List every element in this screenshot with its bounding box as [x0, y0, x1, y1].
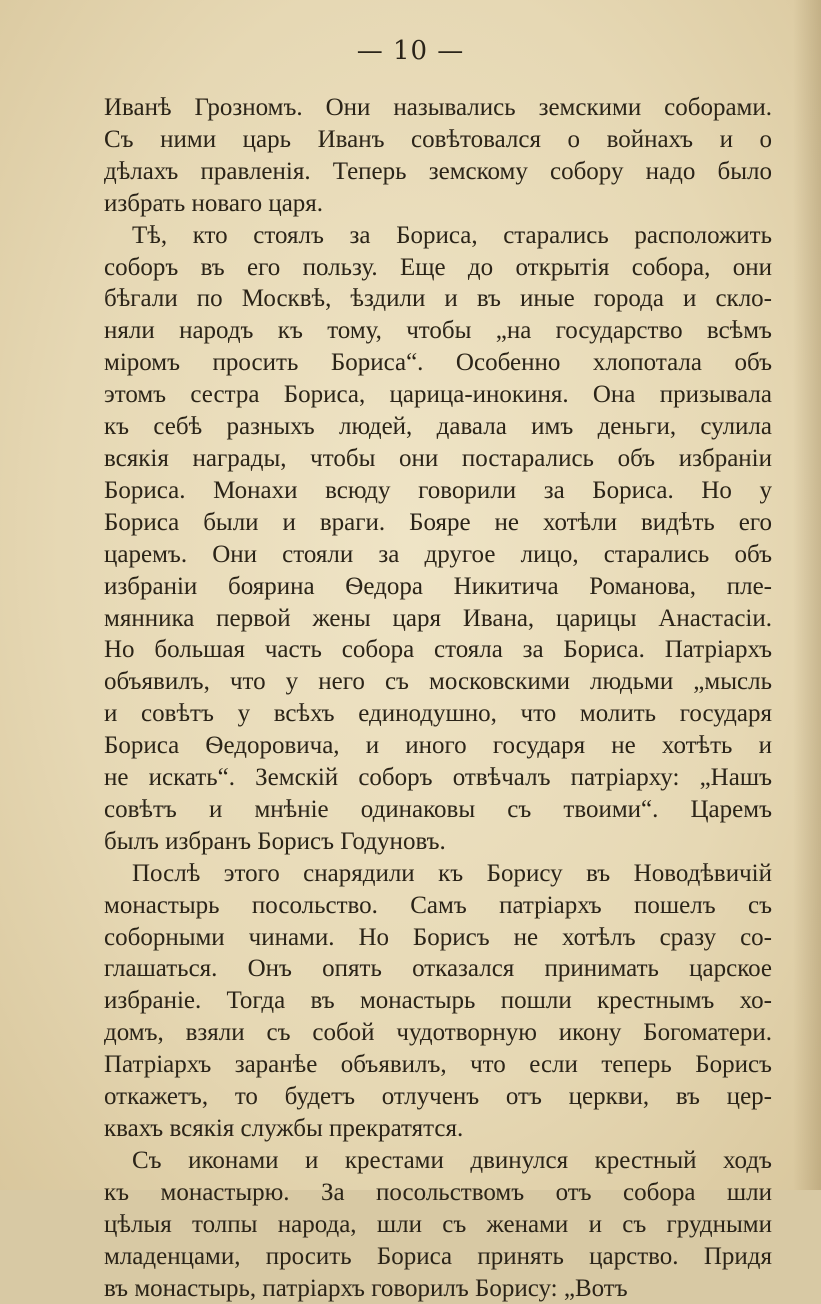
text-line: младенцами, просить Бориса принять царство. Придя [104, 1242, 772, 1270]
text-line: соборъ въ его пользу. Еще до открытія собора, они [104, 253, 772, 281]
paragraph [104, 858, 772, 1145]
text-line: Тѣ, кто стоялъ за Бориса, старались расположить [132, 221, 772, 249]
text-line: Бориса были и враги. Бояре не хотѣли видѣть его [104, 508, 772, 536]
text-line: этомъ сестра Бориса, царица-инокиня. Она призывала [104, 381, 772, 409]
text-line: избраніи боярина Ѳедора Никитича Романова, пле- [104, 572, 772, 600]
text-line: Послѣ этого снарядили къ Борису въ Новодѣвичій [132, 859, 772, 887]
text-line: Бориса. Монахи всюду говорили за Бориса. Но у [104, 476, 772, 504]
text-line: избрать новаго царя. [104, 189, 324, 217]
page-number: — 10 — [356, 36, 465, 66]
text-line: въ монастырь, патріархъ говорилъ Борису: „Вотъ [104, 1274, 628, 1302]
text-line: бѣгали по Москвѣ, ѣздили и въ иные города и скло- [104, 285, 772, 313]
paragraph [104, 92, 772, 220]
text-line: совѣтъ и мнѣніе одинаковы съ твоими“. Царемъ [104, 795, 772, 823]
text-line: объявилъ, что у него съ московскими людьми „мысль [104, 668, 772, 696]
text-line: дѣлахъ правленія. Теперь земскому собору надо было [104, 157, 772, 185]
text-line: мянника первой жены царя Ивана, царицы Анастасіи. [104, 604, 772, 632]
text-line: царемъ. Они стояли за другое лицо, старались объ [104, 540, 772, 568]
text-line: къ монастырю. За посольствомъ отъ собора шли [104, 1178, 772, 1206]
text-line: всякія награды, чтобы они постарались объ избраніи [104, 444, 772, 472]
text-line: Съ иконами и крестами двинулся крестный ходъ [132, 1146, 772, 1174]
text-line: Бориса Ѳедоровича, и иного государя не хотѣть и [104, 732, 772, 760]
text-line: къ себѣ разныхъ людей, давала имъ деньги, сулила [104, 413, 772, 441]
paragraph [104, 1145, 772, 1304]
text-line: соборными чинами. Но Борисъ не хотѣлъ сразу со- [104, 923, 772, 951]
text-line: міромъ просить Бориса“. Особенно хлопотала объ [104, 349, 772, 377]
text-line: квахъ всякія службы прекратятся. [104, 1115, 464, 1142]
text-line: Съ ними царь Иванъ совѣтовался о войнахъ и о [104, 125, 772, 153]
text-line: не искать“. Земскій соборъ отвѣчалъ патріарху: „Нашъ [104, 764, 772, 792]
text-line: глашаться. Онъ опять отказался принимать царское [104, 955, 772, 983]
text-line: былъ избранъ Борисъ Годуновъ. [104, 827, 446, 855]
text-line: избраніе. Тогда въ монастырь пошли крестнымъ хо- [104, 987, 772, 1015]
text-line: и совѣтъ у всѣхъ единодушно, что молить государя [104, 700, 772, 728]
text-line: Иванѣ Грозномъ. Они назывались земскими соборами. [104, 94, 772, 121]
text-line: монастырь посольство. Самъ патріархъ пошелъ съ [104, 891, 772, 919]
text-line: Патріархъ заранѣе объявилъ, что если теперь Борисъ [104, 1051, 772, 1079]
text-line: няли народъ къ тому, чтобы „на государство всѣмъ [104, 317, 772, 345]
text-line: цѣлыя толпы народа, шли съ женами и съ грудными [104, 1210, 772, 1238]
text-line: домъ, взяли съ собой чудотворную икону Богоматери. [104, 1019, 772, 1047]
text-line: Но большая часть собора стояла за Бориса. Патріархъ [104, 636, 772, 664]
page-text [104, 92, 772, 1304]
text-line: откажетъ, то будетъ отлученъ отъ церкви, въ цер- [104, 1083, 772, 1111]
paragraph [104, 220, 772, 858]
